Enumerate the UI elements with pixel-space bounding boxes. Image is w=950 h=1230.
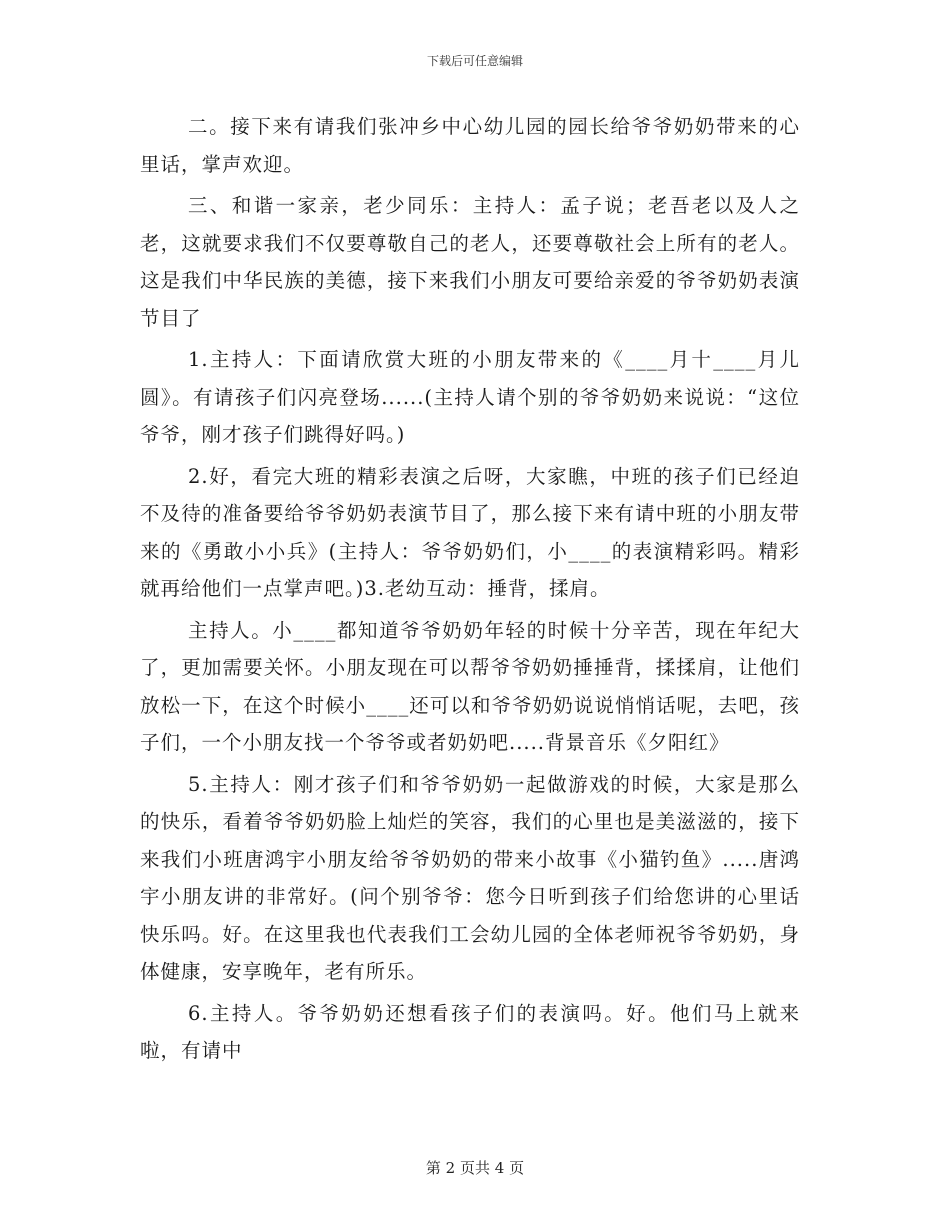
host-paragraph: 主持人。小____都知道爷爷奶奶年轻的时候十分辛苦，现在年纪大了，更加需要关怀。小朋友现在可以帮爷爷奶奶捶捶背，揉揉肩，让他们放松一下，在这个时候小____还可以和爷爷奶奶说说悄悄话呢，去吧，孩子们，一个小朋友找一个爷爷或者奶奶吧.....背景音乐《夕阳红》 xyxy=(140,618,800,754)
page-header: 下载后可任意编辑 xyxy=(426,54,523,68)
item-1: 1.主持人：下面请欣赏大班的小朋友带来的《____月十____月儿圆》。有请孩子们闪亮登场......(主持人请个别的爷爷奶奶来说说：“这位爷爷，刚才孩子们跳得好吗。) xyxy=(140,348,800,446)
document-body xyxy=(140,108,800,1074)
paragraph-3: 三、和谐一家亲，老少同乐：主持人：孟子说；老吾老以及人之老，这就要求我们不仅要尊敬自己的老人，还要尊敬社会上所有的老人。这是我们中华民族的美德，接下来我们小朋友可要给亲爱的爷爷奶奶表演节目了 xyxy=(140,194,800,330)
item-5: 5.主持人：刚才孩子们和爷爷奶奶一起做游戏的时候，大家是那么的快乐，看着爷爷奶奶脸上灿烂的笑容，我们的心里也是美滋滋的，接下来我们小班唐鸿宇小朋友给爷爷奶奶的带来小故事《小猫钓鱼》.....唐鸿宇小朋友讲的非常好。(问个别爷爷：您今日听到孩子们给您讲的心里话快乐吗。好。在这里我也代表我们工会幼儿园的全体老师祝爷爷奶奶，身体健康，安享晚年，老有所乐。 xyxy=(140,772,800,983)
page-number: 第 2 页共 4 页 xyxy=(425,1159,525,1177)
item-2: 2.好，看完大班的精彩表演之后呀，大家瞧，中班的孩子们已经迫不及待的准备要给爷爷奶奶表演节目了，那么接下来有请中班的小朋友带来的《勇敢小小兵》(主持人：爷爷奶奶们，小____的表演精彩吗。精彩就再给他们一点掌声吧。)3.老幼互动：捶背，揉肩。 xyxy=(140,464,800,600)
paragraph-2: 二。接下来有请我们张冲乡中心幼儿园的园长给爷爷奶奶带来的心里话，掌声欢迎。 xyxy=(140,115,800,176)
item-6: 6.主持人。爷爷奶奶还想看孩子们的表演吗。好。他们马上就来啦，有请中 xyxy=(140,1001,800,1062)
